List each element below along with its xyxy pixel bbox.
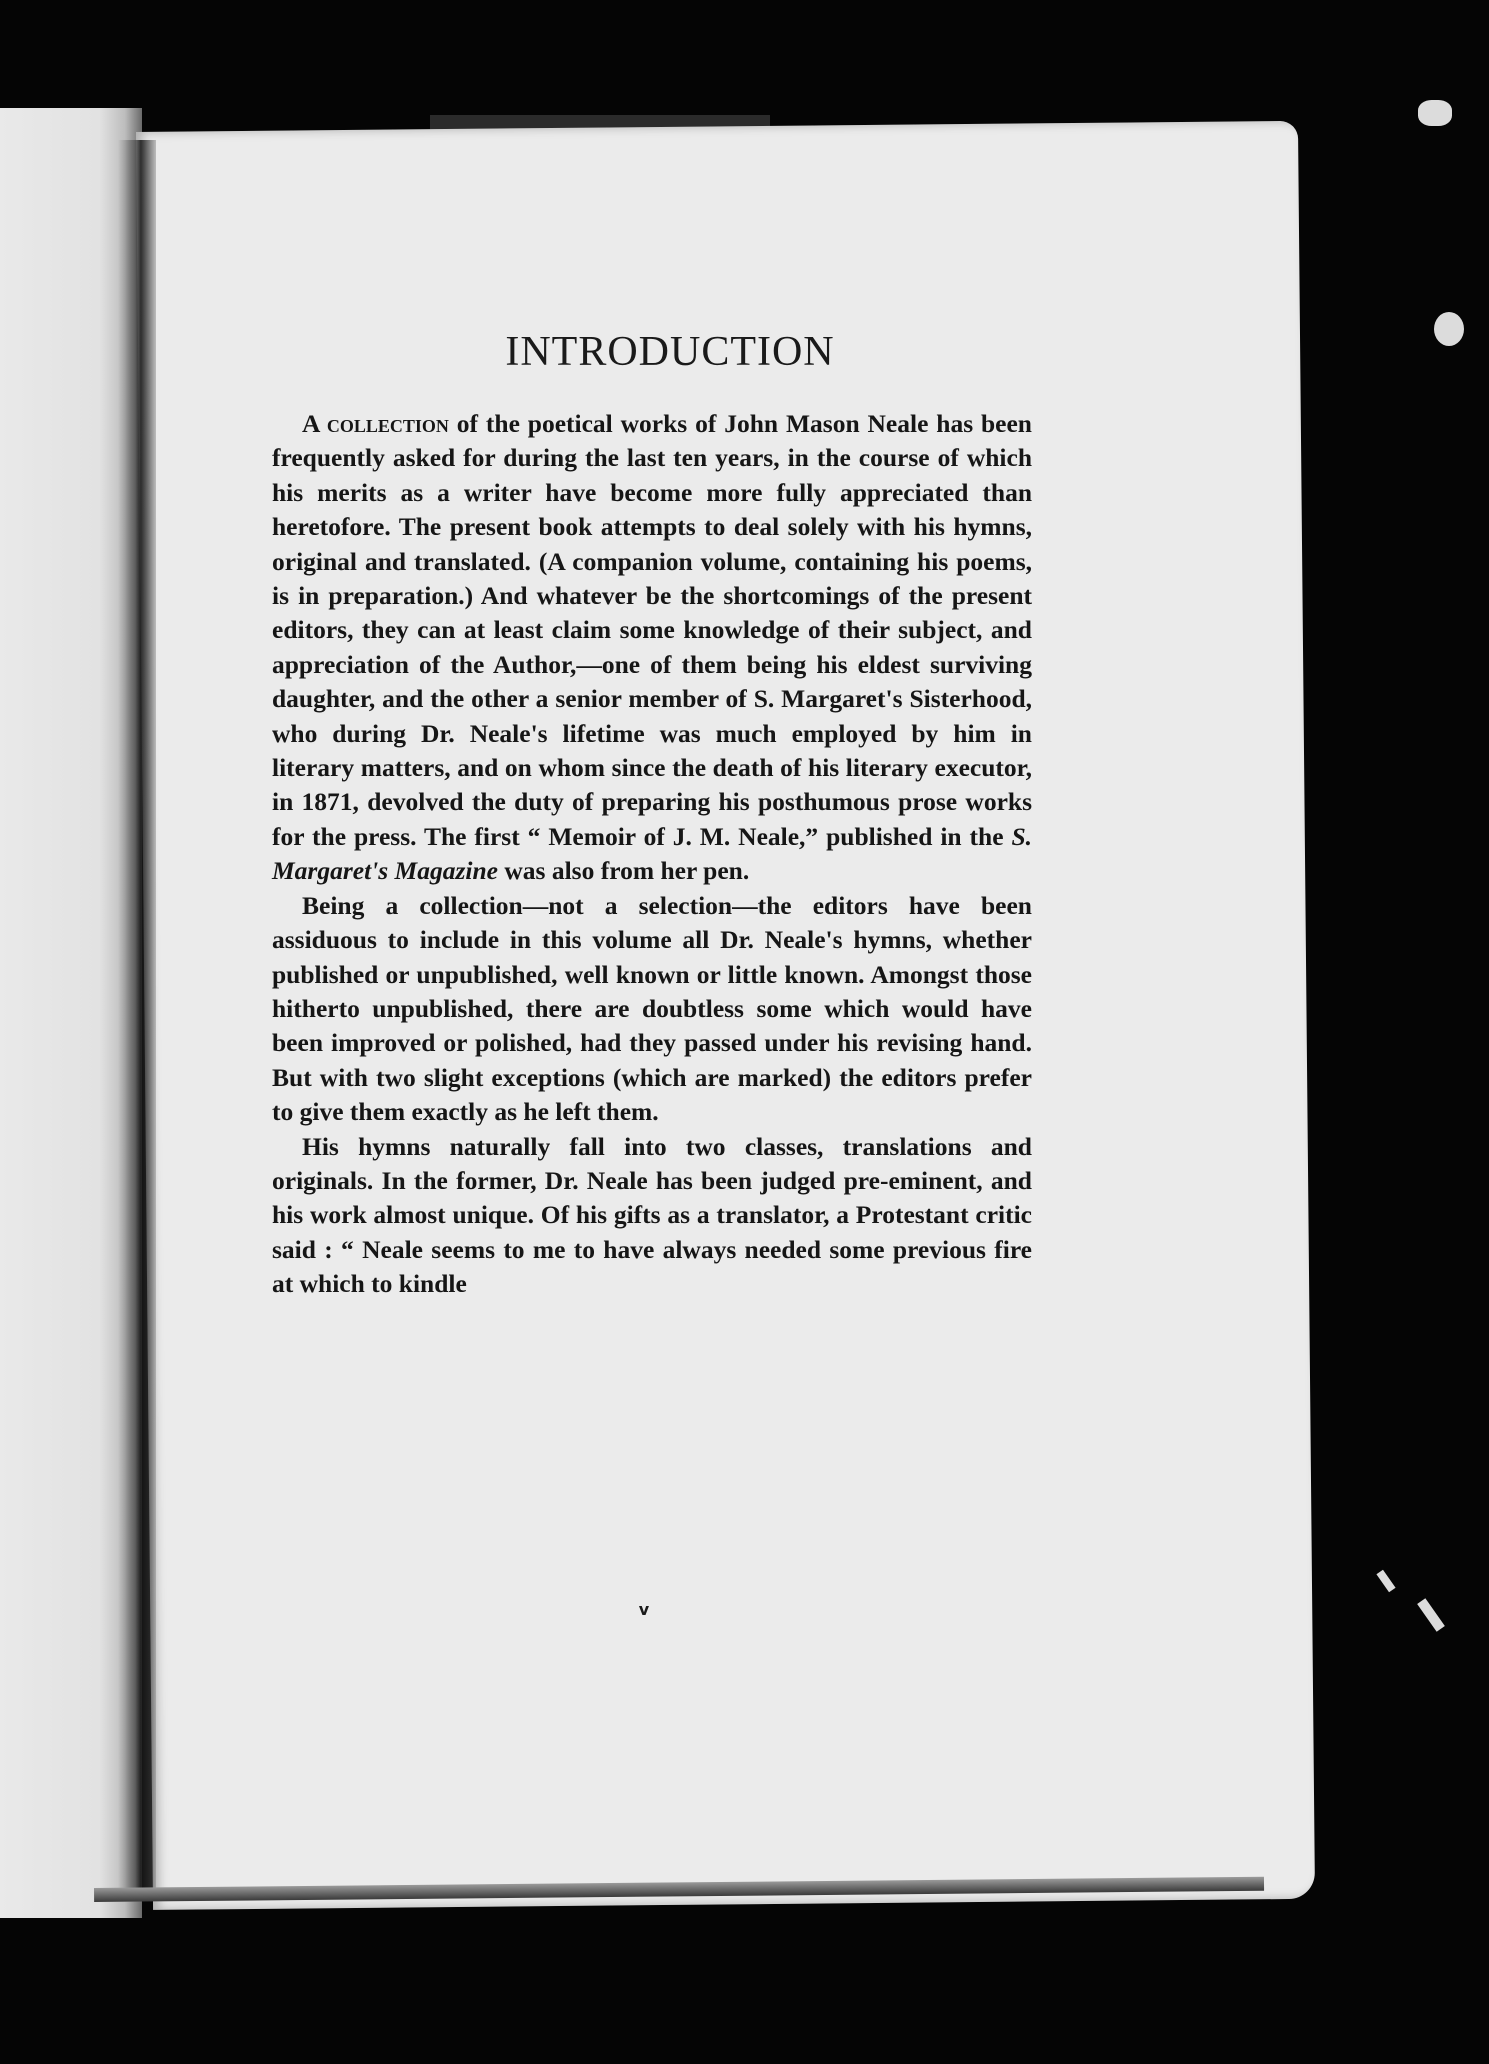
page-title: INTRODUCTION xyxy=(505,329,835,375)
paragraph: His hymns naturally fall into two classes, translations and originals. In the former, Dr. Neale has been judged pre-eminent, and his work almost unique. Of his gifts as a translator, a Protestant critic said : “ Neale seems to me to have always needed some previous fire at which to kindle xyxy=(272,1131,1032,1299)
paragraph: Being a collection—not a selection—the editors have been assiduous to include in this volume all Dr. Neale's hymns, whether published or unpublished, well known or little known. Amongst those hitherto unpublished, there are doubtless some which would have been improved or polished, had they passed under his revising hand. But with two slight exceptions (which are marked) the editors prefer to give them exactly as he left them. xyxy=(272,890,1032,1127)
magazine-title: S. Margaret's Magazine xyxy=(272,821,1032,886)
binding-gutter xyxy=(118,140,156,1900)
paragraph xyxy=(272,407,1032,889)
paragraph-text: was also from her pen. xyxy=(498,856,750,886)
scan-artifact xyxy=(1418,100,1452,126)
introduction-body xyxy=(272,407,1032,1302)
small-caps-lead: A collection xyxy=(302,409,449,438)
page-number: v xyxy=(638,1600,650,1619)
scan-artifact xyxy=(1417,1598,1445,1632)
paragraph-text: of the poetical works of John Mason Neale has been frequently asked for during the last ten years, in the course of which his merits as a writer have become more fully appreciated than heretofore. The present book attempts to deal solely with his hymns, original and translated. (A companion volume, containing his poems, is in preparation.) And whatever be the shortcomings of the present editors, they can at least claim some knowledge of their subject, and appreciation of the Author,—one of them being his eldest surviving daughter, and the other a senior member of S. Margaret's Sisterhood, who during Dr. Neale's lifetime was much employed by him in literary matters, and on whom since the death of his literary executor, in 1871, devolved the duty of preparing his posthumous prose works for the press. The first “ Memoir of J. M. Neale,” published in the xyxy=(272,409,1032,851)
scan-artifact xyxy=(1434,312,1464,346)
scan-artifact xyxy=(1376,1570,1395,1593)
